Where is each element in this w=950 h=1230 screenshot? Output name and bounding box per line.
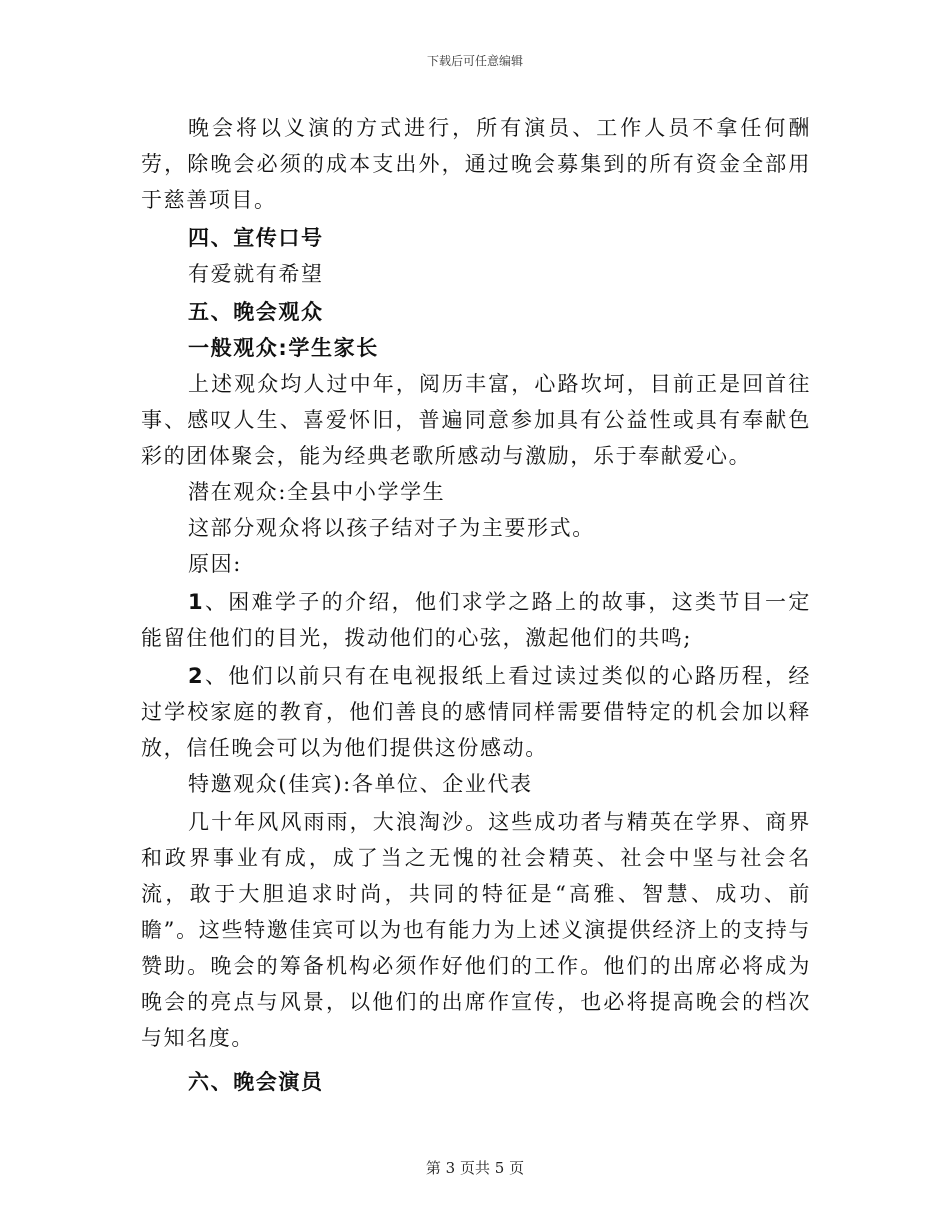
page-footer-pagination: 第 3 页共 5 页 <box>425 1159 525 1177</box>
potential-audience-label: 潜在观众:全县中小学学生 <box>188 480 446 504</box>
paragraph-special-guests: 几十年风风雨雨，大浪淘沙。这些成功者与精英在学界、商界和政界事业有成，成了当之无愧的社会精英、社会中坚与社会名流，敢于大胆追求时尚，共同的特征是“高雅、智慧、成功、前瞻”。这些特邀佳宾可以为也有能力为上述义演提供经济上的支持与赞助。晚会的筹备机构必须作好他们的工作。他们的出席必将成为晚会的亮点与风景，以他们的出席作宣传，也必将提高晚会的档次与知名度。 <box>141 810 811 1050</box>
reason-item-1 <box>141 584 811 656</box>
section-heading-audience: 五、晚会观众 <box>188 300 324 324</box>
special-audience-label: 特邀观众(佳宾):各单位、企业代表 <box>188 772 533 796</box>
section-heading-slogan: 四、宣传口号 <box>188 226 324 250</box>
document-body <box>141 110 811 1100</box>
reason-number-2: 2 <box>188 664 205 688</box>
general-audience-label: 一般观众:学生家长 <box>188 336 379 360</box>
reason-number-1: 1 <box>188 590 205 614</box>
page-header-note: 下载后可任意编辑 <box>426 54 523 68</box>
reason-text-2: 、他们以前只有在电视报纸上看过读过类似的心路历程，经过学校家庭的教育，他们善良的感情同样需要借特定的机会加以释放，信任晚会可以为他们提供这份感动。 <box>141 664 811 760</box>
paragraph-general-audience: 上述观众均人过中年，阅历丰富，心路坎坷，目前正是回首往事、感叹人生、喜爱怀旧，普遍同意参加具有公益性或具有奉献色彩的团体聚会，能为经典老歌所感动与激励，乐于奉献爱心。 <box>141 372 811 468</box>
reason-label: 原因: <box>188 552 242 576</box>
slogan-text: 有爱就有希望 <box>188 262 324 286</box>
section-heading-performers: 六、晚会演员 <box>188 1070 324 1094</box>
reason-item-2 <box>141 658 811 766</box>
reason-text-1: 、困难学子的介绍，他们求学之路上的故事，这类节目一定能留住他们的目光，拨动他们的心弦，激起他们的共鸣; <box>141 590 811 650</box>
paragraph-pairing: 这部分观众将以孩子结对子为主要形式。 <box>188 516 595 540</box>
paragraph-charity-performance: 晚会将以义演的方式进行，所有演员、工作人员不拿任何酬劳，除晚会必须的成本支出外，通过晚会募集到的所有资金全部用于慈善项目。 <box>141 116 811 212</box>
